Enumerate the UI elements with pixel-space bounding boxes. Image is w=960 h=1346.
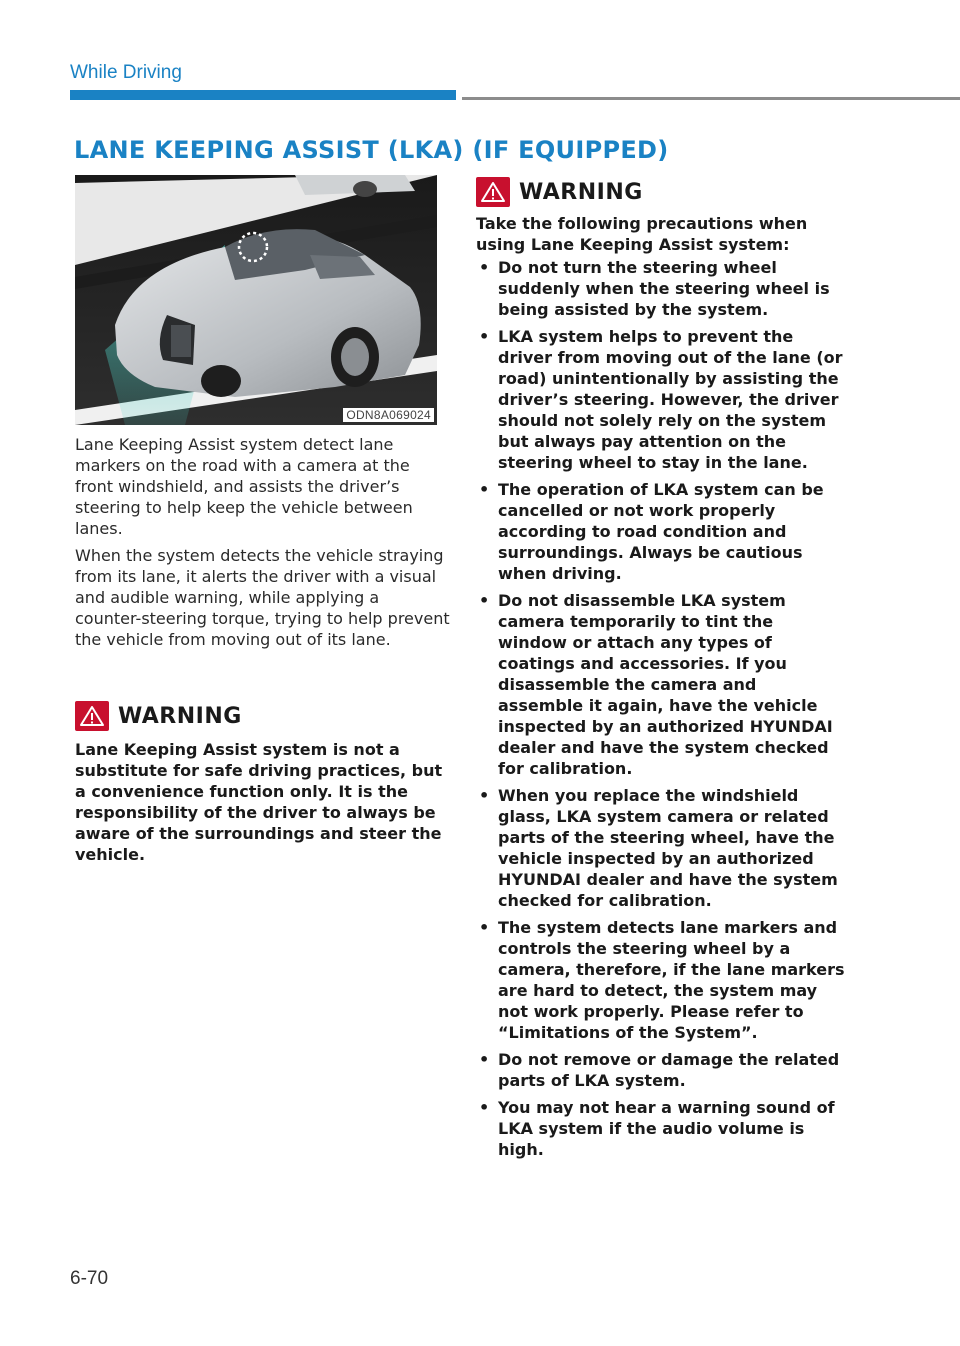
list-item: • LKA system helps to prevent the driver from moving out of the lane (or road) unintentionally by assisting the driver’s steering. However, the driver should not solely rely on the system but always pay attention on the steering wheel to stay in the lane. (476, 326, 846, 473)
warning-label: WARNING (519, 179, 643, 205)
warning-heading-2 (476, 176, 643, 208)
list-item: • The system detects lane markers and controls the steering wheel by a camera, therefore, if the lane markers are hard to detect, the system may not work properly. Please refer to “Limitations of the System”. (476, 917, 846, 1043)
warning-triangle-icon (476, 177, 510, 207)
warning-triangle-icon (75, 701, 109, 731)
car-lane-illustration (75, 175, 437, 425)
list-item: • You may not hear a warning sound of LKA system if the audio volume is high. (476, 1097, 846, 1160)
section-header: While Driving (70, 62, 182, 83)
warning-text-1: Lane Keeping Assist system is not a substitute for safe driving practices, but a convenience function only. It is the responsibility of the driver to always be aware of the surroundings and steer the vehicle. (75, 740, 443, 864)
intro-paragraph-2: When the system detects the vehicle straying from its lane, it alerts the driver with a visual and audible warning, while applying a counter-steering torque, trying to help prevent the vehicle from moving out of its lane. (75, 546, 450, 649)
page-number: 6-70 (70, 1268, 109, 1289)
list-item: • Do not turn the steering wheel suddenly when the steering wheel is being assisted by the system. (476, 257, 846, 320)
page-title: LANE KEEPING ASSIST (LKA) (IF EQUIPPED) (74, 136, 669, 164)
list-item: • Do not disassemble LKA system camera temporarily to tint the window or attach any types of coatings and accessories. If you disassemble the camera and assemble it again, have the vehicle inspected by an authorized HYUNDAI dealer and have the system checked for calibration. (476, 590, 846, 779)
header-rule (462, 97, 960, 100)
warning-2-intro: Take the following precautions when using Lane Keeping Assist system: (476, 214, 808, 254)
precautions-list (476, 257, 846, 1160)
warning-2-body (476, 213, 846, 1166)
header-rule-accent (70, 90, 456, 100)
intro-paragraph-1: Lane Keeping Assist system detect lane markers on the road with a camera at the front windshield, and assists the driver’s steering to help keep the vehicle between lanes. (75, 435, 413, 538)
warning-label: WARNING (118, 703, 242, 729)
list-item: • The operation of LKA system can be cancelled or not work properly according to road condition and surroundings. Always be cautious when driving. (476, 479, 846, 584)
list-item: • When you replace the windshield glass, LKA system camera or related parts of the steering wheel, have the vehicle inspected by an authorized HYUNDAI dealer and have the system checked for calibration. (476, 785, 846, 911)
lka-illustration (75, 175, 437, 425)
list-item: • Do not remove or damage the related parts of LKA system. (476, 1049, 846, 1091)
figure-code: ODN8A069024 (343, 408, 434, 422)
warning-heading-1 (75, 700, 242, 732)
